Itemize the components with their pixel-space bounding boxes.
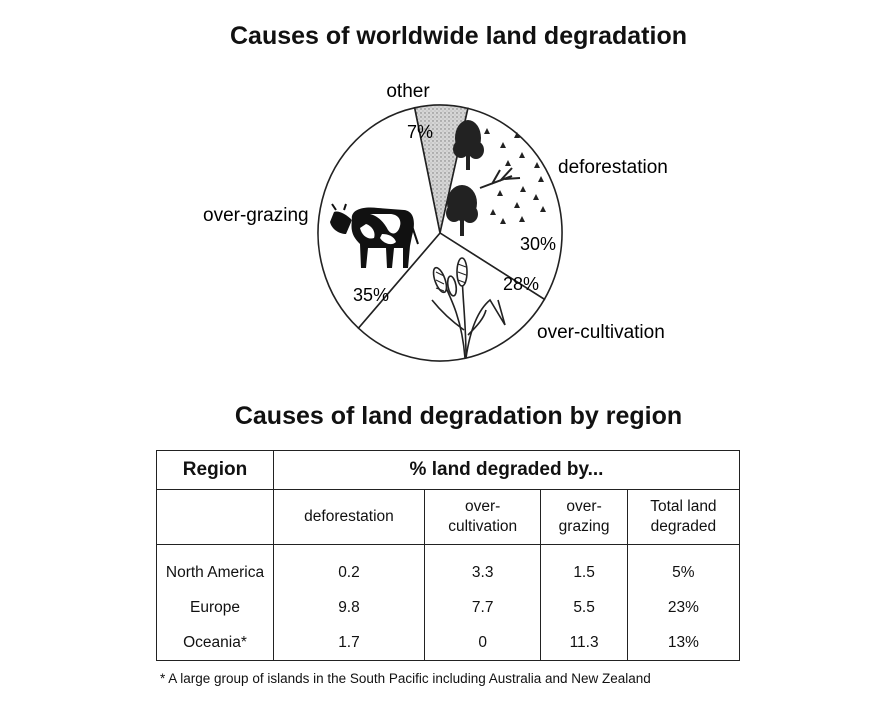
subheader-line: over- xyxy=(465,498,501,515)
cell-total: 13% xyxy=(627,625,739,661)
slice-value-over-grazing: 35% xyxy=(352,285,390,305)
region-table xyxy=(156,450,740,661)
cell-deforestation: 1.7 xyxy=(274,625,425,661)
header-group: % land degraded by... xyxy=(274,451,740,490)
header-region: Region xyxy=(157,451,274,490)
slice-label-deforestation: deforestation xyxy=(558,157,668,178)
slice-value-other: 7% xyxy=(406,122,434,142)
slice-label-other: other xyxy=(386,81,430,102)
subheader-line: degraded xyxy=(650,518,717,535)
cell-deforestation: 0.2 xyxy=(274,545,425,591)
slice-label-over-cultivation: over-cultivation xyxy=(537,322,665,343)
subheader-over-grazing xyxy=(541,490,627,545)
cell-over-grazing: 1.5 xyxy=(541,545,627,591)
table-row xyxy=(157,545,740,591)
cell-deforestation: 9.8 xyxy=(274,590,425,625)
table-subheader-row xyxy=(157,490,740,545)
table-header-row xyxy=(157,451,740,490)
table-row xyxy=(157,590,740,625)
cell-over-grazing: 11.3 xyxy=(541,625,627,661)
cell-over-cultivation: 0 xyxy=(424,625,540,661)
subheader-line: grazing xyxy=(558,518,610,535)
subheader-line: deforestation xyxy=(304,508,394,525)
cell-over-cultivation: 7.7 xyxy=(424,590,540,625)
subheader-empty xyxy=(157,490,274,545)
subheader-over-cultivation xyxy=(424,490,540,545)
cell-total: 5% xyxy=(627,545,739,591)
slice-value-over-cultivation: 28% xyxy=(502,274,540,294)
row-region: Oceania* xyxy=(157,625,274,661)
row-region: North America xyxy=(157,545,274,591)
cell-total: 23% xyxy=(627,590,739,625)
slice-value-deforestation: 30% xyxy=(519,234,557,254)
row-region: Europe xyxy=(157,590,274,625)
subheader-deforestation xyxy=(274,490,425,545)
table-title: Causes of land degradation by region xyxy=(234,402,683,430)
pie-chart-title: Causes of worldwide land degradation xyxy=(229,22,687,50)
slice-label-over-grazing: over-grazing xyxy=(203,205,309,226)
table-row xyxy=(157,625,740,661)
subheader-line: over- xyxy=(566,498,602,515)
cell-over-grazing: 5.5 xyxy=(541,590,627,625)
footnote: * A large group of islands in the South Pacific including Australia and New Zealand xyxy=(160,671,651,686)
subheader-line: cultivation xyxy=(448,518,518,535)
subheader-line: Total land xyxy=(650,498,717,515)
subheader-total xyxy=(627,490,739,545)
cell-over-cultivation: 3.3 xyxy=(424,545,540,591)
